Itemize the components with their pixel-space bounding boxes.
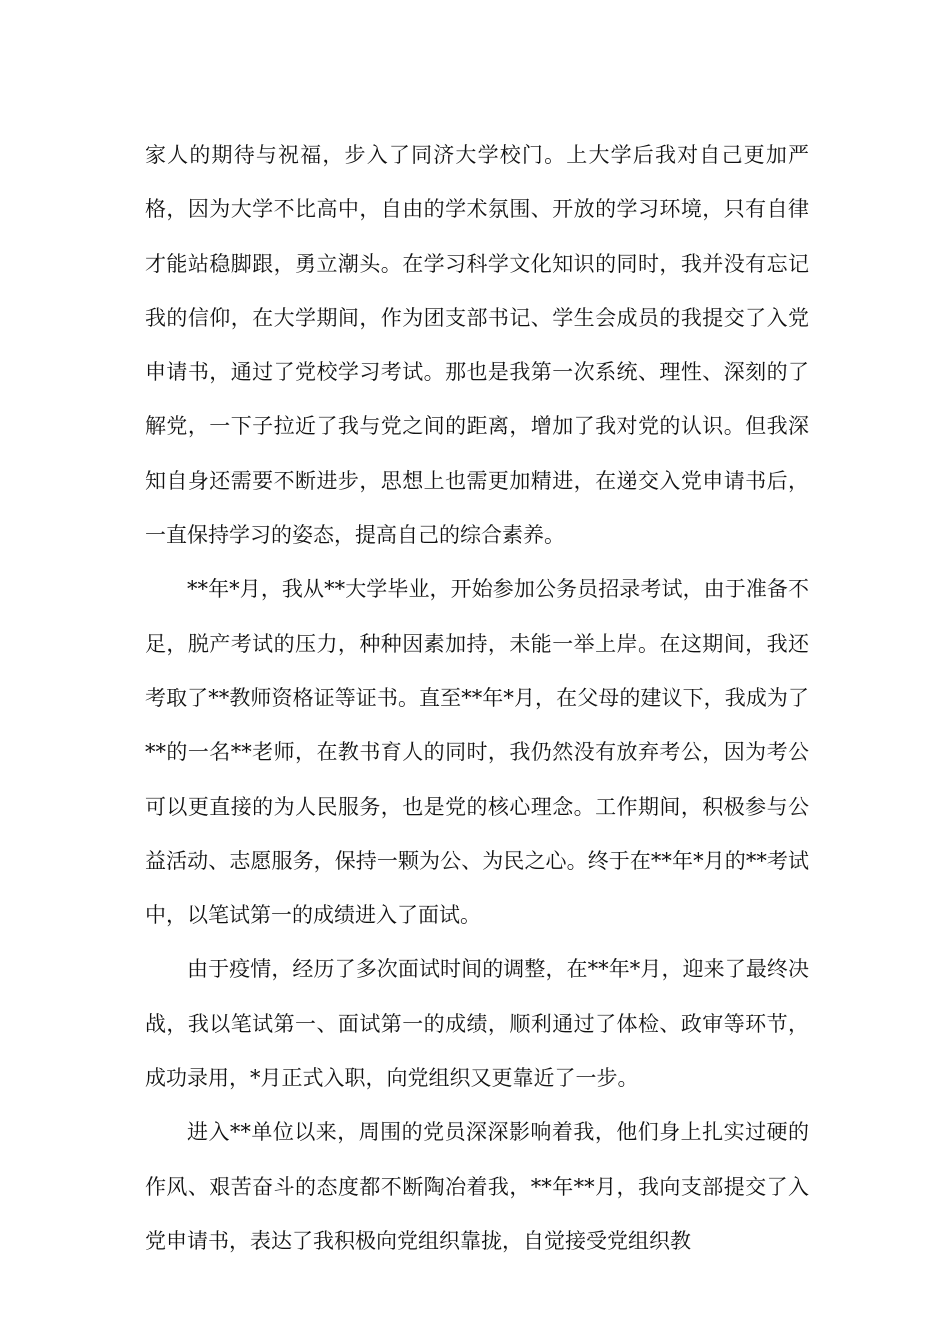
paragraph-joining-unit: 进入**单位以来，周围的党员深深影响着我，他们身上扎实过硬的作风、艰苦奋斗的态度都不断陶冶着我，**年**月，我向支部提交了入党申请书，表达了我积极向党组织靠拢，自觉接受党组织教 — [145, 1120, 809, 1253]
paragraph-graduation: **年*月，我从**大学毕业，开始参加公务员招录考试，由于准备不足，脱产考试的压力，种种因素加持，未能一举上岸。在这期间，我还考取了**教师资格证等证书。直至**年*月，在父母的建议下，我成为了**的一名**老师，在教书育人的同时，我仍然没有放弃考公，因为考公可以更直接的为人民服务，也是党的核心理念。工作期间，积极参与公益活动、志愿服务，保持一颗为公、为民之心。终于在**年*月的**考试中，以笔试第一的成绩进入了面试。 — [145, 577, 809, 928]
document-body — [145, 128, 809, 1268]
paragraph-university: 家人的期待与祝福，步入了同济大学校门。上大学后我对自己更加严格，因为大学不比高中，自由的学术氛围、开放的学习环境，只有自律才能站稳脚跟，勇立潮头。在学习科学文化知识的同时，我并没有忘记我的信仰，在大学期间，作为团支部书记、学生会成员的我提交了入党申请书，通过了党校学习考试。那也是我第一次系统、理性、深刻的了解党，一下子拉近了我与党之间的距离，增加了我对党的认识。但我深知自身还需要不断进步，思想上也需更加精进，在递交入党申请书后，一直保持学习的姿态，提高自己的综合素养。 — [145, 143, 809, 548]
paragraph-interview: 由于疫情，经历了多次面试时间的调整，在**年*月，迎来了最终决战，我以笔试第一、面试第一的成绩，顺利通过了体检、政审等环节，成功录用，*月正式入职，向党组织又更靠近了一步。 — [145, 957, 809, 1091]
